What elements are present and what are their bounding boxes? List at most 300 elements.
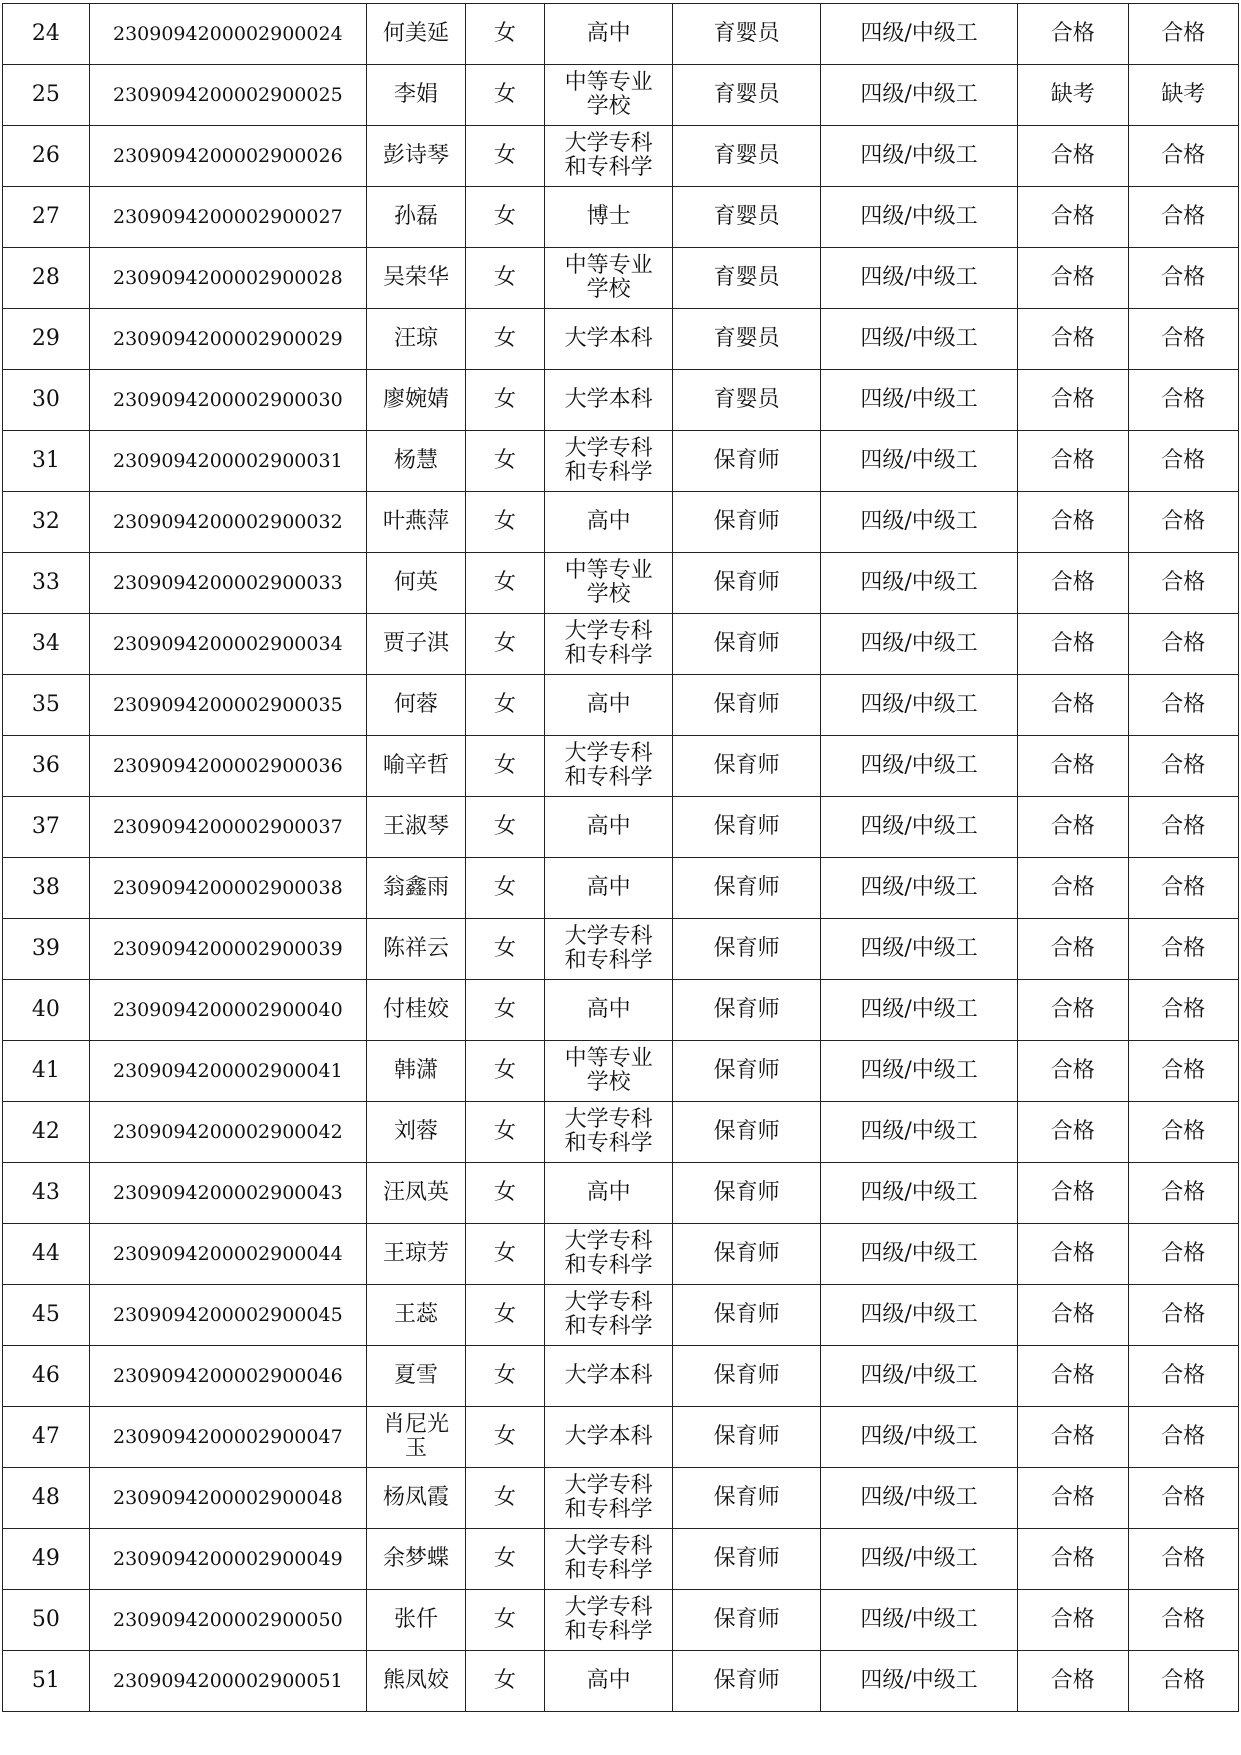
occupation-cell: 保育师 — [673, 553, 821, 614]
practical-result-cell: 合格 — [1128, 980, 1238, 1041]
table-row — [3, 736, 1239, 797]
candidate-name-cell — [366, 614, 465, 675]
candidate-name-cell-line: 叶燕萍 — [382, 508, 449, 534]
theory-result-cell: 合格 — [1018, 797, 1128, 858]
candidate-name-cell — [366, 248, 465, 309]
education-cell-line: 和专科学 — [564, 1314, 653, 1339]
candidate-name-cell — [366, 431, 465, 492]
candidate-id-cell: 2309094200002900034 — [89, 614, 366, 675]
candidate-name-cell — [366, 370, 465, 431]
practical-result-cell: 合格 — [1128, 4, 1238, 65]
gender-cell: 女 — [466, 1407, 545, 1468]
candidate-name-cell-line: 何蓉 — [393, 691, 438, 717]
education-cell-line: 和专科学 — [564, 765, 653, 790]
occupation-cell: 保育师 — [673, 1651, 821, 1712]
education-cell-line: 和专科学 — [564, 1558, 653, 1583]
table-row — [3, 4, 1239, 65]
education-cell-line: 大学专科 — [564, 618, 653, 644]
theory-result-cell: 合格 — [1018, 431, 1128, 492]
education-cell-line: 学校 — [586, 277, 631, 302]
candidate-name-cell-line: 杨凤霞 — [382, 1484, 449, 1510]
candidate-name-cell-line: 肖尼光 — [382, 1411, 449, 1437]
candidate-name-cell — [366, 1407, 465, 1468]
table-row — [3, 1346, 1239, 1407]
occupation-cell: 育婴员 — [673, 65, 821, 126]
candidate-name-cell-line: 孙磊 — [393, 203, 438, 229]
practical-result-cell: 合格 — [1128, 858, 1238, 919]
theory-result-cell: 合格 — [1018, 1163, 1128, 1224]
candidate-id-cell: 2309094200002900036 — [89, 736, 366, 797]
occupation-cell: 保育师 — [673, 1590, 821, 1651]
occupation-cell: 育婴员 — [673, 126, 821, 187]
practical-result-cell: 合格 — [1128, 1102, 1238, 1163]
candidate-name-cell — [366, 1102, 465, 1163]
candidate-name-cell — [366, 1590, 465, 1651]
practical-result-cell: 合格 — [1128, 675, 1238, 736]
gender-cell: 女 — [466, 1102, 545, 1163]
gender-cell: 女 — [466, 1285, 545, 1346]
occupation-cell: 保育师 — [673, 1407, 821, 1468]
practical-result-cell: 合格 — [1128, 126, 1238, 187]
table-row — [3, 370, 1239, 431]
candidate-name-cell-line: 王淑琴 — [382, 813, 449, 839]
table-row — [3, 858, 1239, 919]
candidate-name-cell-line: 陈祥云 — [382, 935, 449, 961]
skill-level-cell: 四级/中级工 — [820, 1163, 1017, 1224]
row-number-cell: 29 — [3, 309, 90, 370]
education-cell-line: 博士 — [586, 203, 631, 229]
candidate-name-cell — [366, 187, 465, 248]
practical-result-cell: 合格 — [1128, 1346, 1238, 1407]
gender-cell: 女 — [466, 1468, 545, 1529]
gender-cell: 女 — [466, 1651, 545, 1712]
education-cell — [544, 1529, 672, 1590]
education-cell — [544, 431, 672, 492]
candidate-name-cell — [366, 1224, 465, 1285]
occupation-cell: 育婴员 — [673, 4, 821, 65]
candidate-name-cell-line: 韩潇 — [393, 1057, 438, 1083]
candidate-name-cell-line: 夏雪 — [393, 1362, 438, 1388]
education-cell-line: 大学本科 — [564, 1362, 653, 1388]
candidate-name-cell — [366, 1651, 465, 1712]
education-cell-line: 大学专科 — [564, 923, 653, 949]
table-row — [3, 614, 1239, 675]
candidate-name-cell-line: 杨慧 — [393, 447, 438, 473]
education-cell-line: 大学专科 — [564, 1289, 653, 1315]
skill-level-cell: 四级/中级工 — [820, 553, 1017, 614]
table-row — [3, 187, 1239, 248]
row-number-cell: 45 — [3, 1285, 90, 1346]
education-cell — [544, 1163, 672, 1224]
skill-level-cell: 四级/中级工 — [820, 1590, 1017, 1651]
table-row — [3, 1102, 1239, 1163]
education-cell-line: 和专科学 — [564, 460, 653, 485]
row-number-cell: 49 — [3, 1529, 90, 1590]
skill-level-cell: 四级/中级工 — [820, 248, 1017, 309]
table-row — [3, 1041, 1239, 1102]
education-cell — [544, 492, 672, 553]
candidate-id-cell: 2309094200002900051 — [89, 1651, 366, 1712]
row-number-cell: 43 — [3, 1163, 90, 1224]
table-row — [3, 431, 1239, 492]
gender-cell: 女 — [466, 736, 545, 797]
occupation-cell: 保育师 — [673, 919, 821, 980]
candidate-name-cell — [366, 1468, 465, 1529]
row-number-cell: 32 — [3, 492, 90, 553]
row-number-cell: 51 — [3, 1651, 90, 1712]
practical-result-cell: 合格 — [1128, 1651, 1238, 1712]
skill-level-cell: 四级/中级工 — [820, 1224, 1017, 1285]
practical-result-cell: 合格 — [1128, 553, 1238, 614]
education-cell-line: 和专科学 — [564, 1131, 653, 1156]
education-cell — [544, 1468, 672, 1529]
candidate-id-cell: 2309094200002900024 — [89, 4, 366, 65]
candidate-id-cell: 2309094200002900049 — [89, 1529, 366, 1590]
row-number-cell: 28 — [3, 248, 90, 309]
skill-level-cell: 四级/中级工 — [820, 126, 1017, 187]
candidate-name-cell — [366, 1346, 465, 1407]
row-number-cell: 39 — [3, 919, 90, 980]
practical-result-cell: 合格 — [1128, 1041, 1238, 1102]
candidate-id-cell: 2309094200002900030 — [89, 370, 366, 431]
skill-level-cell: 四级/中级工 — [820, 797, 1017, 858]
row-number-cell: 50 — [3, 1590, 90, 1651]
education-cell-line: 和专科学 — [564, 155, 653, 180]
occupation-cell: 育婴员 — [673, 187, 821, 248]
candidate-name-cell-line: 刘蓉 — [393, 1118, 438, 1144]
candidate-name-cell-line: 彭诗琴 — [382, 142, 449, 168]
occupation-cell: 保育师 — [673, 614, 821, 675]
education-cell-line: 中等专业 — [564, 1045, 653, 1071]
skill-level-cell: 四级/中级工 — [820, 1102, 1017, 1163]
education-cell-line: 学校 — [586, 582, 631, 607]
occupation-cell: 保育师 — [673, 980, 821, 1041]
row-number-cell: 47 — [3, 1407, 90, 1468]
education-cell-line: 和专科学 — [564, 1497, 653, 1522]
education-cell-line: 大学专科 — [564, 1594, 653, 1620]
table-row — [3, 65, 1239, 126]
gender-cell: 女 — [466, 614, 545, 675]
table-row — [3, 1285, 1239, 1346]
practical-result-cell: 缺考 — [1128, 65, 1238, 126]
table-row — [3, 553, 1239, 614]
gender-cell: 女 — [466, 1346, 545, 1407]
skill-level-cell: 四级/中级工 — [820, 675, 1017, 736]
education-cell-line: 高中 — [586, 20, 631, 46]
candidate-id-cell: 2309094200002900043 — [89, 1163, 366, 1224]
education-cell-line: 高中 — [586, 1179, 631, 1205]
candidate-name-cell — [366, 1163, 465, 1224]
row-number-cell: 33 — [3, 553, 90, 614]
education-cell-line: 大学本科 — [564, 1423, 653, 1449]
gender-cell: 女 — [466, 797, 545, 858]
table-row — [3, 492, 1239, 553]
gender-cell: 女 — [466, 1224, 545, 1285]
education-cell-line: 中等专业 — [564, 69, 653, 95]
theory-result-cell: 合格 — [1018, 309, 1128, 370]
skill-level-cell: 四级/中级工 — [820, 858, 1017, 919]
candidate-name-cell — [366, 1041, 465, 1102]
candidate-name-cell-line: 汪凤英 — [382, 1179, 449, 1205]
education-cell-line: 高中 — [586, 996, 631, 1022]
education-cell-line: 大学专科 — [564, 1228, 653, 1254]
skill-level-cell: 四级/中级工 — [820, 1468, 1017, 1529]
education-cell-line: 学校 — [586, 94, 631, 119]
row-number-cell: 42 — [3, 1102, 90, 1163]
candidate-name-cell-line: 贾子淇 — [382, 630, 449, 656]
candidate-id-cell: 2309094200002900045 — [89, 1285, 366, 1346]
candidate-name-cell — [366, 858, 465, 919]
candidate-id-cell: 2309094200002900047 — [89, 1407, 366, 1468]
skill-level-cell: 四级/中级工 — [820, 736, 1017, 797]
candidate-name-cell-line: 喻辛哲 — [382, 752, 449, 778]
practical-result-cell: 合格 — [1128, 919, 1238, 980]
table-row — [3, 248, 1239, 309]
candidate-name-cell — [366, 65, 465, 126]
candidate-name-cell — [366, 980, 465, 1041]
table-row — [3, 1590, 1239, 1651]
education-cell-line: 和专科学 — [564, 1619, 653, 1644]
gender-cell: 女 — [466, 1041, 545, 1102]
row-number-cell: 41 — [3, 1041, 90, 1102]
practical-result-cell: 合格 — [1128, 309, 1238, 370]
theory-result-cell: 合格 — [1018, 1224, 1128, 1285]
education-cell-line: 大学专科 — [564, 435, 653, 461]
occupation-cell: 保育师 — [673, 797, 821, 858]
table-row — [3, 1529, 1239, 1590]
education-cell — [544, 1041, 672, 1102]
gender-cell: 女 — [466, 65, 545, 126]
candidate-id-cell: 2309094200002900041 — [89, 1041, 366, 1102]
row-number-cell: 26 — [3, 126, 90, 187]
candidate-name-cell-line: 翁鑫雨 — [382, 874, 449, 900]
theory-result-cell: 合格 — [1018, 1285, 1128, 1346]
theory-result-cell: 合格 — [1018, 675, 1128, 736]
gender-cell: 女 — [466, 1163, 545, 1224]
row-number-cell: 24 — [3, 4, 90, 65]
row-number-cell: 46 — [3, 1346, 90, 1407]
occupation-cell: 保育师 — [673, 492, 821, 553]
table-row — [3, 1407, 1239, 1468]
candidate-id-cell: 2309094200002900046 — [89, 1346, 366, 1407]
candidate-name-cell-line: 付桂姣 — [382, 996, 449, 1022]
candidate-name-cell — [366, 1285, 465, 1346]
gender-cell: 女 — [466, 492, 545, 553]
candidate-id-cell: 2309094200002900027 — [89, 187, 366, 248]
education-cell — [544, 1285, 672, 1346]
table-row — [3, 309, 1239, 370]
theory-result-cell: 合格 — [1018, 980, 1128, 1041]
theory-result-cell: 合格 — [1018, 919, 1128, 980]
education-cell-line: 大学专科 — [564, 130, 653, 156]
row-number-cell: 35 — [3, 675, 90, 736]
education-cell — [544, 919, 672, 980]
education-cell-line: 大学专科 — [564, 1106, 653, 1132]
education-cell-line: 大学本科 — [564, 386, 653, 412]
gender-cell: 女 — [466, 4, 545, 65]
practical-result-cell: 合格 — [1128, 370, 1238, 431]
occupation-cell: 育婴员 — [673, 370, 821, 431]
theory-result-cell: 合格 — [1018, 858, 1128, 919]
gender-cell: 女 — [466, 187, 545, 248]
education-cell — [544, 4, 672, 65]
skill-level-cell: 四级/中级工 — [820, 980, 1017, 1041]
practical-result-cell: 合格 — [1128, 1529, 1238, 1590]
skill-level-cell: 四级/中级工 — [820, 65, 1017, 126]
gender-cell: 女 — [466, 858, 545, 919]
education-cell — [544, 675, 672, 736]
row-number-cell: 40 — [3, 980, 90, 1041]
gender-cell: 女 — [466, 248, 545, 309]
theory-result-cell: 缺考 — [1018, 65, 1128, 126]
education-cell-line: 大学本科 — [564, 325, 653, 351]
education-cell-line: 中等专业 — [564, 557, 653, 583]
candidate-name-cell-line: 汪琼 — [393, 325, 438, 351]
exam-results-table — [2, 3, 1239, 1712]
candidate-id-cell: 2309094200002900028 — [89, 248, 366, 309]
candidate-name-cell-line: 玉 — [404, 1436, 427, 1461]
occupation-cell: 保育师 — [673, 1163, 821, 1224]
education-cell-line: 和专科学 — [564, 948, 653, 973]
practical-result-cell: 合格 — [1128, 1285, 1238, 1346]
candidate-name-cell — [366, 309, 465, 370]
table-row — [3, 980, 1239, 1041]
theory-result-cell: 合格 — [1018, 1529, 1128, 1590]
occupation-cell: 保育师 — [673, 675, 821, 736]
education-cell-line: 高中 — [586, 1667, 631, 1693]
occupation-cell: 保育师 — [673, 858, 821, 919]
skill-level-cell: 四级/中级工 — [820, 1346, 1017, 1407]
gender-cell: 女 — [466, 980, 545, 1041]
practical-result-cell: 合格 — [1128, 1163, 1238, 1224]
candidate-name-cell-line: 王琼芳 — [382, 1240, 449, 1266]
practical-result-cell: 合格 — [1128, 1407, 1238, 1468]
candidate-id-cell: 2309094200002900044 — [89, 1224, 366, 1285]
candidate-id-cell: 2309094200002900026 — [89, 126, 366, 187]
theory-result-cell: 合格 — [1018, 1651, 1128, 1712]
candidate-id-cell: 2309094200002900050 — [89, 1590, 366, 1651]
education-cell — [544, 736, 672, 797]
table-row — [3, 675, 1239, 736]
skill-level-cell: 四级/中级工 — [820, 1285, 1017, 1346]
candidate-id-cell: 2309094200002900042 — [89, 1102, 366, 1163]
education-cell-line: 高中 — [586, 691, 631, 717]
education-cell — [544, 248, 672, 309]
row-number-cell: 30 — [3, 370, 90, 431]
occupation-cell: 育婴员 — [673, 248, 821, 309]
theory-result-cell: 合格 — [1018, 126, 1128, 187]
candidate-name-cell-line: 余梦蝶 — [382, 1545, 449, 1571]
education-cell — [544, 1224, 672, 1285]
theory-result-cell: 合格 — [1018, 492, 1128, 553]
row-number-cell: 38 — [3, 858, 90, 919]
row-number-cell: 25 — [3, 65, 90, 126]
candidate-id-cell: 2309094200002900035 — [89, 675, 366, 736]
row-number-cell: 44 — [3, 1224, 90, 1285]
skill-level-cell: 四级/中级工 — [820, 1529, 1017, 1590]
skill-level-cell: 四级/中级工 — [820, 4, 1017, 65]
practical-result-cell: 合格 — [1128, 1590, 1238, 1651]
gender-cell: 女 — [466, 675, 545, 736]
row-number-cell: 31 — [3, 431, 90, 492]
education-cell-line: 大学专科 — [564, 1533, 653, 1559]
skill-level-cell: 四级/中级工 — [820, 492, 1017, 553]
candidate-name-cell — [366, 675, 465, 736]
education-cell-line: 大学专科 — [564, 1472, 653, 1498]
candidate-id-cell: 2309094200002900038 — [89, 858, 366, 919]
candidate-name-cell — [366, 797, 465, 858]
education-cell — [544, 1651, 672, 1712]
occupation-cell: 保育师 — [673, 736, 821, 797]
skill-level-cell: 四级/中级工 — [820, 431, 1017, 492]
practical-result-cell: 合格 — [1128, 431, 1238, 492]
occupation-cell: 保育师 — [673, 1285, 821, 1346]
education-cell — [544, 1407, 672, 1468]
gender-cell: 女 — [466, 431, 545, 492]
education-cell — [544, 553, 672, 614]
row-number-cell: 34 — [3, 614, 90, 675]
table-body — [3, 4, 1239, 1712]
skill-level-cell: 四级/中级工 — [820, 1651, 1017, 1712]
education-cell-line: 学校 — [586, 1070, 631, 1095]
gender-cell: 女 — [466, 1590, 545, 1651]
theory-result-cell: 合格 — [1018, 736, 1128, 797]
education-cell — [544, 309, 672, 370]
candidate-name-cell — [366, 553, 465, 614]
practical-result-cell: 合格 — [1128, 1468, 1238, 1529]
education-cell — [544, 187, 672, 248]
candidate-id-cell: 2309094200002900048 — [89, 1468, 366, 1529]
candidate-id-cell: 2309094200002900032 — [89, 492, 366, 553]
gender-cell: 女 — [466, 1529, 545, 1590]
theory-result-cell: 合格 — [1018, 1590, 1128, 1651]
theory-result-cell: 合格 — [1018, 4, 1128, 65]
occupation-cell: 保育师 — [673, 431, 821, 492]
table-row — [3, 126, 1239, 187]
candidate-name-cell — [366, 919, 465, 980]
occupation-cell: 保育师 — [673, 1041, 821, 1102]
education-cell — [544, 1102, 672, 1163]
table-row — [3, 1651, 1239, 1712]
theory-result-cell: 合格 — [1018, 187, 1128, 248]
candidate-name-cell — [366, 1529, 465, 1590]
education-cell — [544, 1346, 672, 1407]
practical-result-cell: 合格 — [1128, 797, 1238, 858]
candidate-name-cell-line: 吴荣华 — [382, 264, 449, 290]
theory-result-cell: 合格 — [1018, 1346, 1128, 1407]
skill-level-cell: 四级/中级工 — [820, 1407, 1017, 1468]
education-cell — [544, 980, 672, 1041]
table-row — [3, 1163, 1239, 1224]
gender-cell: 女 — [466, 553, 545, 614]
education-cell — [544, 1590, 672, 1651]
occupation-cell: 育婴员 — [673, 309, 821, 370]
row-number-cell: 27 — [3, 187, 90, 248]
practical-result-cell: 合格 — [1128, 1224, 1238, 1285]
table-row — [3, 1224, 1239, 1285]
education-cell-line: 高中 — [586, 874, 631, 900]
candidate-id-cell: 2309094200002900039 — [89, 919, 366, 980]
candidate-name-cell-line: 张仟 — [393, 1606, 438, 1632]
candidate-id-cell: 2309094200002900040 — [89, 980, 366, 1041]
skill-level-cell: 四级/中级工 — [820, 309, 1017, 370]
education-cell — [544, 370, 672, 431]
candidate-name-cell-line: 廖婉婧 — [382, 386, 449, 412]
table-row — [3, 1468, 1239, 1529]
theory-result-cell: 合格 — [1018, 1041, 1128, 1102]
education-cell — [544, 614, 672, 675]
education-cell — [544, 858, 672, 919]
